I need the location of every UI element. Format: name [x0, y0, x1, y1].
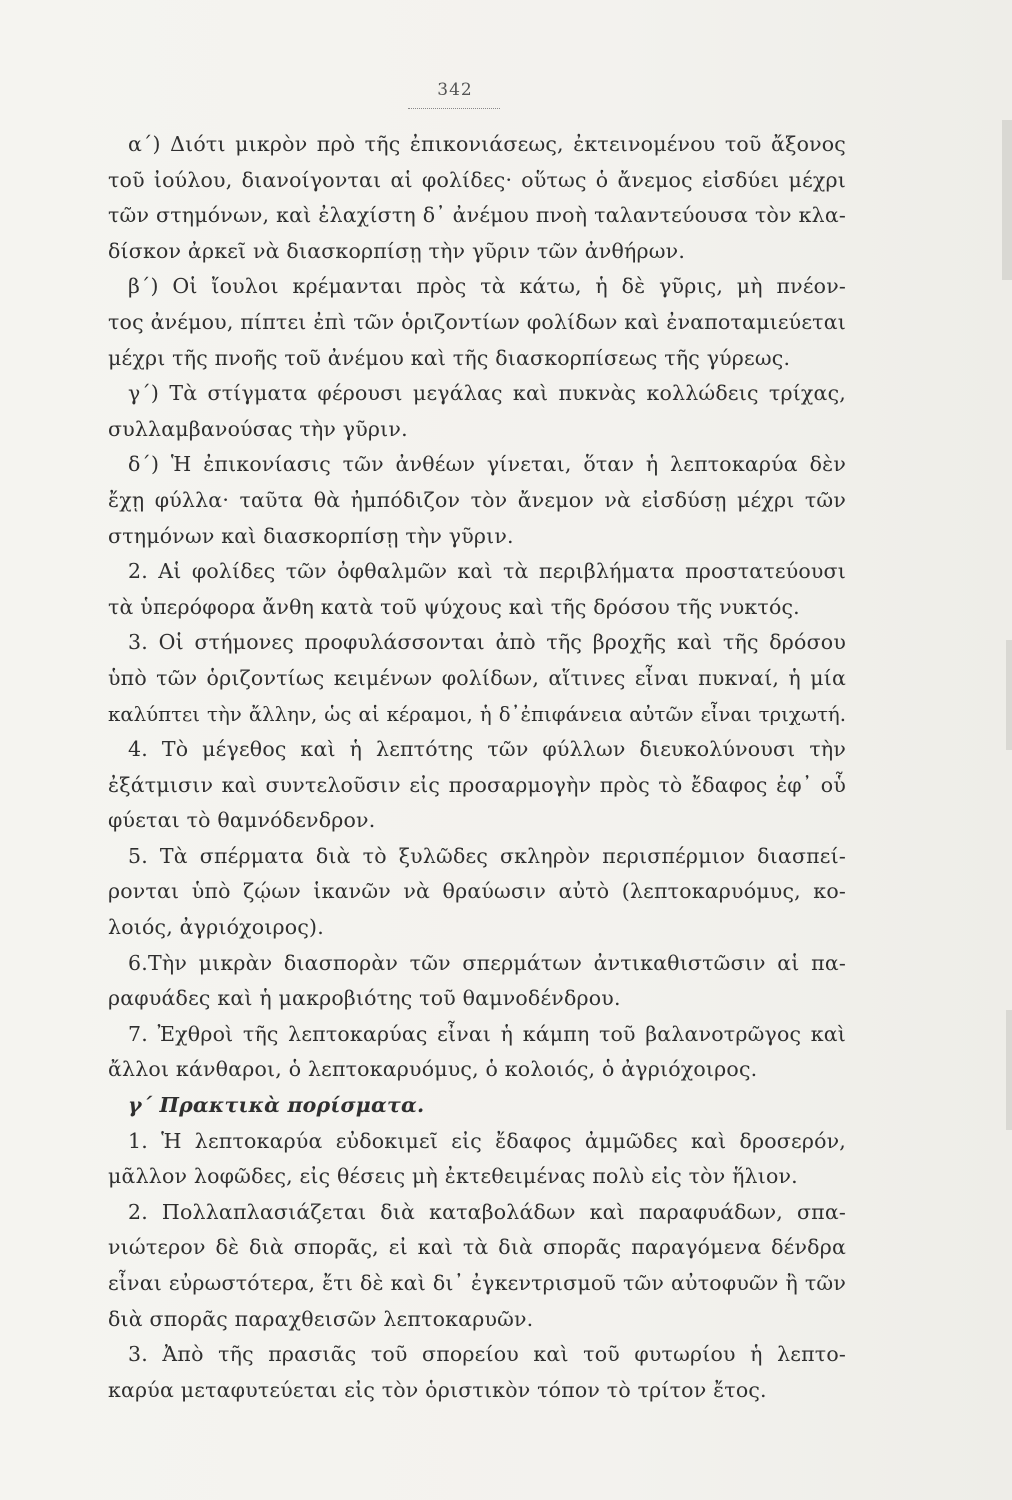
text-line: λοιός, ἀγριόχοιρος). — [108, 915, 324, 940]
text-line: στημόνων καὶ διασκορπίσῃ τὴν γῦριν. — [108, 523, 514, 548]
text-line: ραφυάδες καὶ ἡ μακροβιότης τοῦ θαμνοδένδρου. — [108, 986, 621, 1011]
text-line: τὰ ὑπερόφορα ἄνθη κατὰ τοῦ ψύχους καὶ τῆς δρόσου τῆς νυκτός. — [108, 594, 800, 619]
text-line: δ΄) Ἡ ἐπικονίασις τῶν ἀνθέων γίνεται, ὅταν ἡ λεπτοκαρύα δὲν — [128, 452, 846, 477]
page-edge-shadow — [1002, 120, 1012, 280]
text-line: ρονται ὑπὸ ζῴων ἱκανῶν νὰ θραύωσιν αὐτὸ (λεπτοκαρυόμυς, κο- — [108, 879, 846, 904]
text-line: τος ἀνέμου, πίπτει ἐπὶ τῶν ὁριζοντίων φολίδων καὶ ἐναποταμιεύεται — [108, 309, 846, 334]
text-line: εἶναι εὐρωστότερα, ἔτι δὲ καὶ δι᾽ ἐγκεντρισμοῦ τῶν αὐτοφυῶν ἢ τῶν — [108, 1271, 846, 1295]
text-line: νιώτερον δὲ διὰ σπορᾶς, εἰ καὶ τὰ διὰ σπορᾶς παραγόμενα δένδρα — [108, 1235, 846, 1260]
text-line: 3. Ἀπὸ τῆς πρασιᾶς τοῦ σπορείου καὶ τοῦ φυτωρίου ἡ λεπτο- — [128, 1342, 846, 1367]
text-line: γ΄) Τὰ στίγματα φέρουσι μεγάλας καὶ πυκνὰς κολλώδεις τρίχας, — [128, 381, 846, 406]
section-heading: γ΄ Πρακτικὰ πορίσματα. — [128, 1093, 425, 1118]
text-line: μᾶλλον λοφῶδες, εἰς θέσεις μὴ ἐκτεθειμένας πολὺ εἰς τὸν ἥλιον. — [108, 1164, 798, 1189]
text-line: τοῦ ἰούλου, διανοίγονται αἱ φολίδες· οὕτως ὁ ἄνεμος εἰσδύει μέχρι — [108, 167, 846, 192]
text-line: ὑπὸ τῶν ὁριζοντίως κειμένων φολίδων, αἵτινες εἶναι πυκναί, ἡ μία — [108, 665, 846, 690]
text-line: συλλαμβανούσας τὴν γῦριν. — [108, 416, 408, 441]
text-line: τῶν στημόνων, καὶ ἐλαχίστη δ᾽ ἀνέμου πνοὴ ταλαντεύουσα τὸν κλα- — [108, 203, 846, 228]
text-line: μέχρι τῆς πνοῆς τοῦ ἀνέμου καὶ τῆς διασκορπίσεως τῆς γύρεως. — [108, 345, 791, 370]
text-line: ἔχῃ φύλλα· ταῦτα θὰ ἠμπόδιζον τὸν ἄνεμον νὰ εἰσδύσῃ μέχρι τῶν — [108, 487, 846, 512]
page-number-rule — [408, 108, 500, 109]
text-line: 7. Ἐχθροὶ τῆς λεπτοκαρύας εἶναι ἡ κάμπη τοῦ βαλανοτρῶγος καὶ — [128, 1021, 846, 1046]
text-line: φύεται τὸ θαμνόδενδρον. — [108, 808, 376, 833]
text-line: 5. Τὰ σπέρματα διὰ τὸ ξυλῶδες σκληρὸν περισπέρμιον διασπεί- — [128, 843, 846, 868]
text-line: 4. Τὸ μέγεθος καὶ ἡ λεπτότης τῶν φύλλων διευκολύνουσι τὴν — [128, 737, 846, 762]
body-text — [108, 127, 846, 1408]
page-edge-shadow — [1006, 640, 1012, 750]
page-edge-shadow — [1006, 1010, 1012, 1130]
text-line: 1. Ἡ λεπτοκαρύα εὐδοκιμεῖ εἰς ἔδαφος ἀμμῶδες καὶ δροσερόν, — [128, 1128, 846, 1153]
text-line: δίσκον ἀρκεῖ νὰ διασκορπίσῃ τὴν γῦριν τῶν ἀνθήρων. — [108, 238, 686, 263]
text-line: ἐξάτμισιν καὶ συντελοῦσιν εἰς προσαρμογὴν πρὸς τὸ ἔδαφος ἐφ᾽ οὗ — [108, 772, 846, 797]
text-line: β΄) Οἱ ἴουλοι κρέμανται πρὸς τὰ κάτω, ἡ δὲ γῦρις, μὴ πνέον- — [128, 274, 846, 299]
text-line: 6.Τὴν μικρὰν διασπορὰν τῶν σπερμάτων ἀντικαθιστῶσιν αἱ πα- — [128, 950, 846, 975]
text-line: α΄) Διότι μικρὸν πρὸ τῆς ἐπικονιάσεως, ἐκτεινομένου τοῦ ἄξονος — [128, 132, 846, 156]
page-number: 342 — [437, 80, 473, 100]
text-line: 3. Οἱ στήμονες προφυλάσσονται ἀπὸ τῆς βροχῆς καὶ τῆς δρόσου — [128, 630, 846, 655]
text-line: 2. Πολλαπλασιάζεται διὰ καταβολάδων καὶ παραφυάδων, σπα- — [128, 1199, 846, 1224]
text-line: ἄλλοι κάνθαροι, ὁ λεπτοκαρυόμυς, ὁ κολοιός, ὁ ἀγριόχοιρος. — [108, 1057, 758, 1082]
text-line: 2. Αἱ φολίδες τῶν ὀφθαλμῶν καὶ τὰ περιβλήματα προστατεύουσι — [128, 559, 846, 584]
text-line: καλύπτει τὴν ἄλλην, ὡς αἱ κέραμοι, ἡ δ᾽ἐπιφάνεια αὐτῶν εἶναι τριχωτή. — [108, 702, 846, 726]
text-line: καρύα μεταφυτεύεται εἰς τὸν ὁριστικὸν τόπον τὸ τρίτον ἔτος. — [108, 1377, 767, 1402]
text-line: διὰ σπορᾶς παραχθεισῶν λεπτοκαρυῶν. — [108, 1306, 534, 1331]
